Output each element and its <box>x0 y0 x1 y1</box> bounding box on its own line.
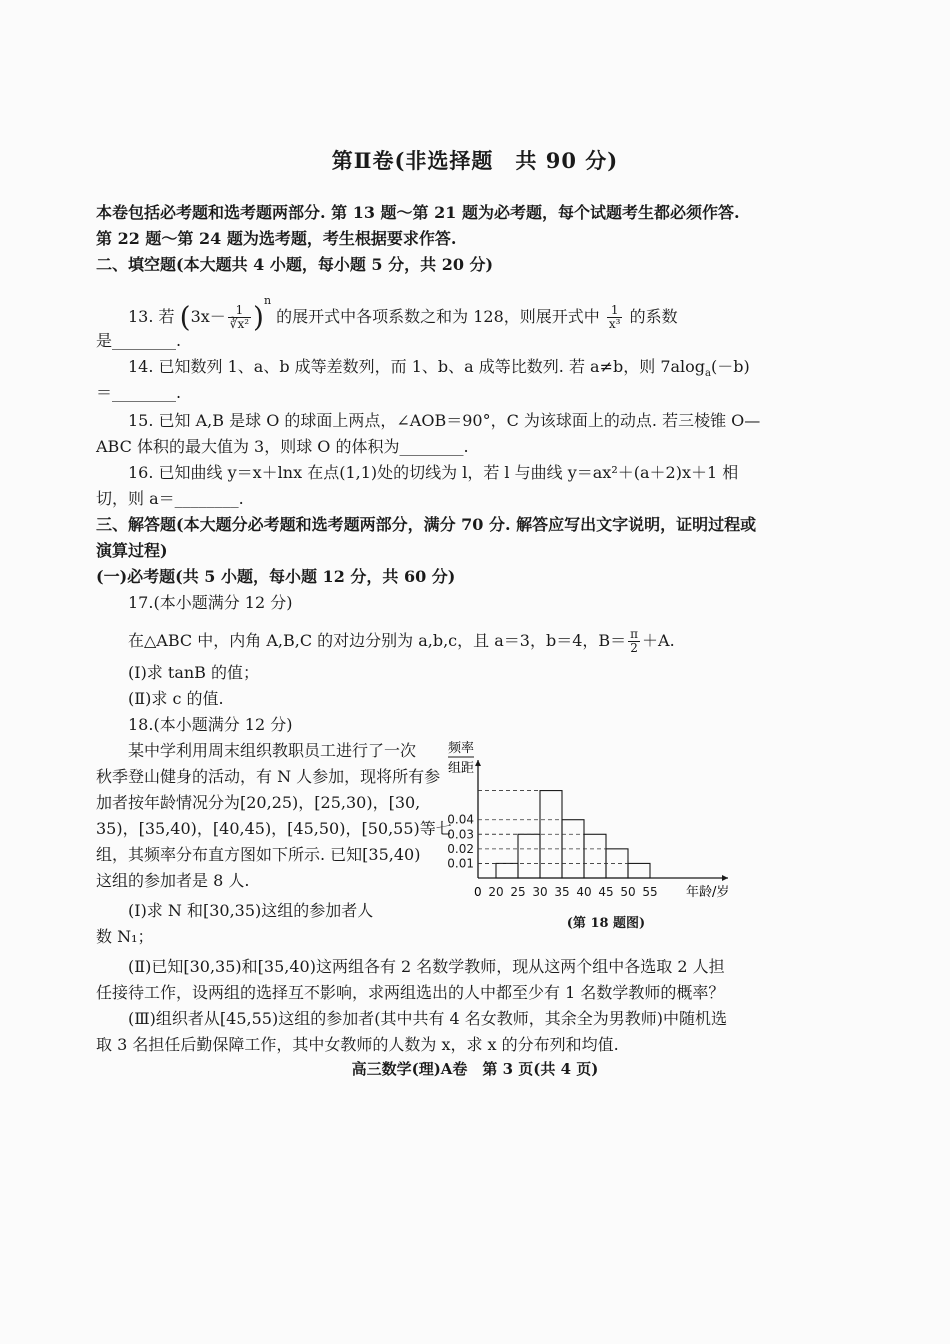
x-tick-label: 25 <box>510 885 526 899</box>
q18-stem-2: 秋季登山健身的活动，有 N 人参加，现将所有参 <box>96 767 441 786</box>
chart-caption: (第 18 题图) <box>566 916 646 931</box>
solve-heading-line-2: 演算过程) <box>96 541 168 560</box>
q13-fraction-denominator: ∛x² <box>229 317 250 331</box>
q17-fraction-denominator: 2 <box>630 641 638 655</box>
y-axis-arrow <box>475 760 481 766</box>
section-title: 第Ⅱ卷(非选择题 共 90 分) <box>331 148 619 173</box>
q18-stem-3: 加者按年龄情况分为[20,25)，[25,30)，[30, <box>96 793 421 812</box>
histogram-layer <box>447 760 728 899</box>
x-tick-label: 50 <box>620 885 636 899</box>
q17-part-2: (Ⅱ)求 c 的值. <box>128 689 224 708</box>
q18-stem-6: 这组的参加者是 8 人. <box>96 871 250 890</box>
y-tick-label: 0.02 <box>447 841 474 856</box>
q15-line-2: ABC 体积的最大值为 3，则球 O 的体积为________. <box>96 437 469 456</box>
q18-part-2a: (Ⅱ)已知[30,35)和[35,40)这两组各有 2 名数学教师，现从这两个组中各选取 2 人担 <box>128 957 725 976</box>
q13-left-paren: ( <box>179 300 191 334</box>
q14-text: 14. 已知数列 1、a、b 成等差数列，而 1、b、a 成等比数列. 若 a≠b，则 7alog <box>128 357 706 376</box>
solve-heading-line-1: 三、解答题(本大题分必考题和选考题两部分，满分 70 分. 解答应写出文字说明，证明过程或 <box>96 515 757 534</box>
fill-blank-heading: 二、填空题(本大题共 4 小题，每小题 5 分，共 20 分) <box>96 255 494 274</box>
y-tick-label: 0.01 <box>447 856 474 871</box>
origin-label: 0 <box>474 885 482 899</box>
q17-heading: 17.(本小题满分 12 分) <box>128 593 293 612</box>
y-label-top: 频率 <box>448 741 475 756</box>
q13-line-1 <box>128 290 678 334</box>
q17-stem-end: ＋A. <box>642 631 675 650</box>
q13-right-paren: ) <box>253 300 264 334</box>
histogram-bar <box>518 834 540 878</box>
q14-log-base: a <box>705 368 712 380</box>
q18-part-2b: 任接待工作，设两组的选择互不影响，求两组选出的人中都至少有 1 名数学教师的概率？ <box>96 983 725 1002</box>
q13-fraction-2 <box>607 304 623 331</box>
q13-fraction <box>228 304 251 331</box>
q17-stem-text: 在△ABC 中，内角 A,B,C 的对边分别为 a,b,c，且 a＝3，b＝4，B＝ <box>128 631 627 650</box>
q13-exponent: n <box>263 294 272 307</box>
required-heading: (一)必考题(共 5 小题，每小题 12 分，共 60 分) <box>96 567 456 586</box>
x-tick-label: 35 <box>554 885 570 899</box>
q13-suffix: 的系数 <box>629 307 678 326</box>
x-tick-label: 30 <box>532 885 548 899</box>
y-tick-label: 0.03 <box>447 827 474 842</box>
q17-fraction <box>628 628 640 655</box>
q15-line-1: 15. 已知 A,B 是球 O 的球面上两点，∠AOB＝90°，C 为该球面上的动点. 若三棱锥 O— <box>128 411 761 430</box>
x-tick-label: 45 <box>598 885 614 899</box>
histogram-bar <box>496 863 518 878</box>
q18-stem-1: 某中学利用周末组织教职员工进行了一次 <box>128 741 417 760</box>
q18-part-1b: 数 N₁； <box>96 927 154 946</box>
q18-stem-5: 组，其频率分布直方图如下所示. 已知[35,40) <box>96 845 421 864</box>
histogram-bar <box>584 834 606 878</box>
q17-part-1: (Ⅰ)求 tanB 的值； <box>128 663 260 682</box>
x-tick-label: 40 <box>576 885 592 899</box>
y-tick-label: 0.04 <box>447 812 474 827</box>
q17-fraction-numerator: π <box>630 627 639 641</box>
q17-stem <box>128 628 675 655</box>
histogram-bar <box>606 849 628 878</box>
q13-middle: 的展开式中各项系数之和为 128，则展开式中 <box>276 307 600 326</box>
y-label-bottom: 组距 <box>448 761 475 776</box>
q13-fraction-numerator: 1 <box>228 304 251 318</box>
q18-stem-4: 35)，[35,40)，[40,45)，[45,50)，[50,55)等七 <box>96 819 452 838</box>
page-footer: 高三数学(理)A卷 第 3 页(共 4 页) <box>351 1060 599 1078</box>
q16-line-1: 16. 已知曲线 y＝x＋lnx 在点(1,1)处的切线为 l，若 l 与曲线 y＝ax²＋(a＋2)x＋1 相 <box>128 463 739 482</box>
histogram-bar <box>628 863 650 878</box>
x-tick-label: 55 <box>642 885 658 899</box>
q14-log-arg: (－b) <box>711 357 750 376</box>
x-axis-label: 年龄/岁 <box>686 885 730 900</box>
intro-line-2: 第 22 题～第 24 题为选考题，考生根据要求作答. <box>96 229 457 248</box>
x-axis-arrow <box>722 875 728 881</box>
q14-line-2: ＝________. <box>96 383 182 402</box>
x-tick-label: 20 <box>488 885 504 899</box>
q18-part-3b: 取 3 名担任后勤保障工作，其中女教师的人数为 x，求 x 的分布列和均值. <box>96 1035 619 1054</box>
q13-term: 3x－ <box>190 307 226 326</box>
q16-line-2: 切，则 a＝________. <box>96 489 244 508</box>
histogram-chart <box>436 738 746 908</box>
q13-prefix: 13. 若 <box>128 307 175 326</box>
q13-fraction-2-numerator: 1 <box>607 304 623 318</box>
q18-part-3a: (Ⅲ)组织者从[45,55)这组的参加者(其中共有 4 名女教师，其余全为男教师)中随机选 <box>128 1009 728 1028</box>
q13-line-2: 是________. <box>96 331 182 350</box>
q18-heading: 18.(本小题满分 12 分) <box>128 715 293 734</box>
q13-fraction-2-denominator: x³ <box>608 317 621 331</box>
intro-line-1: 本卷包括必考题和选考题两部分. 第 13 题～第 21 题为必考题，每个试题考生都必须作答. <box>96 203 740 222</box>
q18-part-1a: (Ⅰ)求 N 和[30,35)这组的参加者人 <box>128 901 374 920</box>
q14-line-1 <box>128 356 750 385</box>
